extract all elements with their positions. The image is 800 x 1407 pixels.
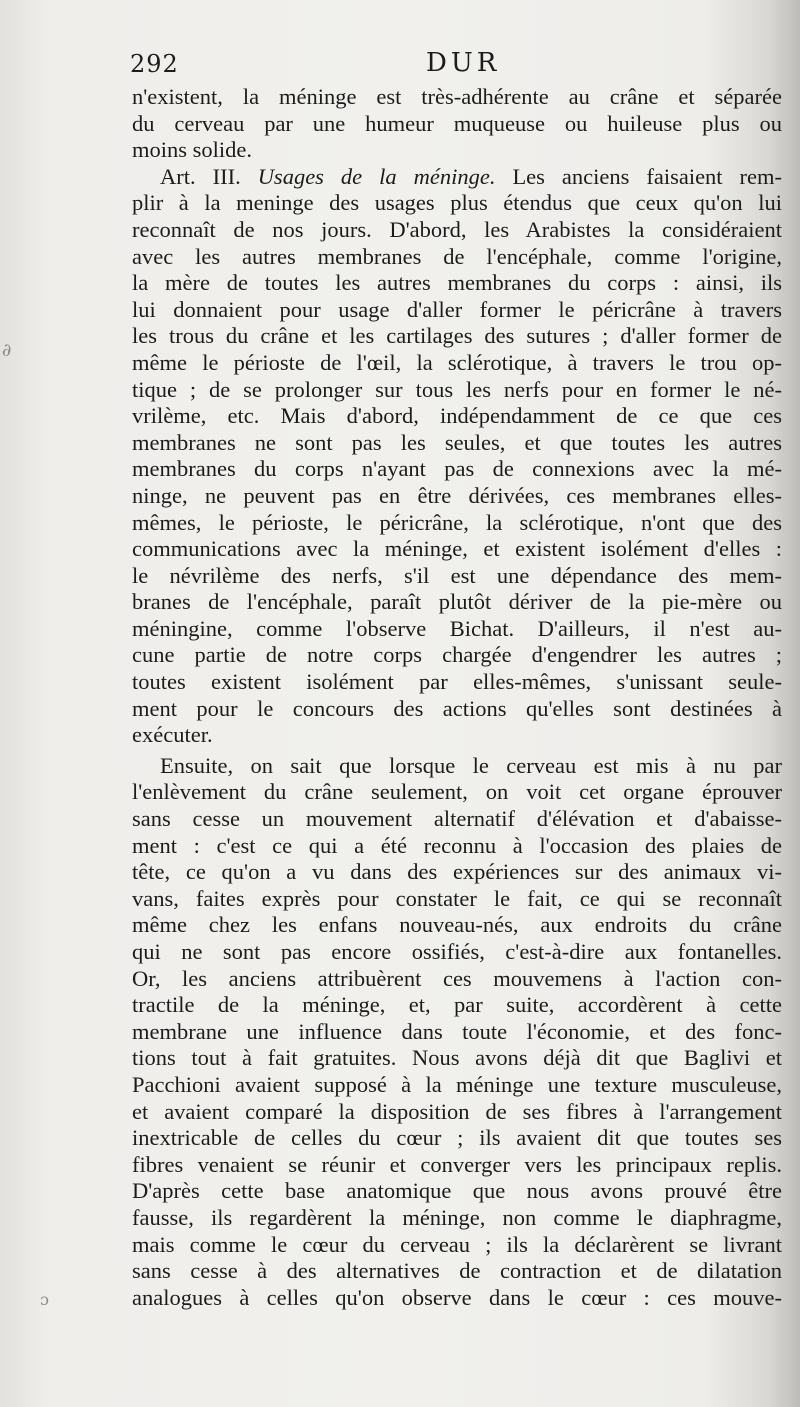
text-line: le névrilème des nerfs, s'il est une dépendance des mem-: [132, 562, 782, 588]
text-line: branes de l'encéphale, paraît plutôt dériver de la pie-mère ou: [132, 589, 782, 615]
body-text: [132, 84, 782, 1311]
text-line: exécuter.: [132, 722, 213, 748]
text-line: n'existent, la méninge est très-adhérente au crâne et séparée: [132, 84, 782, 109]
text-line: membranes du corps n'ayant pas de connexions avec la mé-: [132, 456, 782, 482]
text-line: tractile de la méninge, et, par suite, accordèrent à cette: [132, 992, 782, 1018]
text-line: ment pour le concours des actions qu'elles sont destinées à: [132, 695, 782, 721]
text-line: la mère de toutes les autres membranes du corps : ainsi, ils: [132, 270, 782, 296]
text-fragment: Les anciens faisaient rem-: [512, 163, 782, 189]
text-line: tête, ce qu'on a vu dans des expériences sur des animaux vi-: [132, 859, 782, 885]
text-line: fibres venaient se réunir et converger vers les principaux replis.: [132, 1151, 782, 1177]
text-line: ment : c'est ce qui a été reconnu à l'occasion des plaies de: [132, 832, 782, 858]
text-line: sans cesse un mouvement alternatif d'élévation et d'abaisse-: [132, 806, 782, 832]
text-line: méningine, comme l'observe Bichat. D'ailleurs, il n'est au-: [132, 615, 782, 641]
text-line: et avaient comparé la disposition de ses fibres à l'arrangement: [132, 1098, 782, 1124]
text-line: mais comme le cœur du cerveau ; ils la déclarèrent se livrant: [132, 1231, 782, 1257]
text-line: toutes existent isolément par elles-mêmes, s'unissant seule-: [132, 669, 782, 695]
running-head: DUR: [426, 48, 501, 78]
text-line: analogues à celles qu'on observe dans le cœur : ces mouve-: [132, 1284, 782, 1310]
text-line: du cerveau par une humeur muqueuse ou huileuse plus ou: [132, 110, 782, 136]
text-line: même chez les enfans nouveau-nés, aux endroits du crâne: [132, 912, 782, 938]
margin-mark: ∂: [2, 340, 12, 361]
text-line: Pacchioni avaient supposé à la méninge une texture musculeuse,: [132, 1071, 782, 1097]
page-header: [130, 48, 780, 82]
text-line: qui ne sont pas encore ossifiés, c'est-à-dire aux fontanelles.: [132, 939, 782, 964]
text-line: les trous du crâne et les cartilages des sutures ; d'aller former de: [132, 323, 782, 349]
text-line: lui donnaient pour usage d'aller former le péricrâne à travers: [132, 296, 782, 322]
text-line: Ensuite, on sait que lorsque le cerveau est mis à nu par: [160, 752, 782, 778]
text-line: inextricable de celles du cœur ; ils avaient dit que toutes ses: [132, 1125, 782, 1151]
text-line: cune partie de notre corps chargée d'engendrer les autres ;: [132, 642, 782, 668]
text-line: tique ; de se prolonger sur tous les nerfs pour en former le né-: [132, 376, 782, 402]
section-heading-line: [132, 164, 782, 191]
text-line: tions tout à fait gratuites. Nous avons déjà dit que Baglivi et: [132, 1045, 782, 1071]
article-number: Art. III.: [160, 163, 241, 189]
margin-mark: ɔ: [40, 1290, 49, 1309]
text-line: fausse, ils regardèrent la méninge, non comme le diaphragme,: [132, 1204, 782, 1230]
text-line: membrane une influence dans toute l'économie, et des fonc-: [132, 1018, 782, 1044]
text-line: plir à la meninge des usages plus étendus que ceux qu'on lui: [132, 190, 782, 216]
text-line: mêmes, le périoste, le péricrâne, la sclérotique, n'ont que des: [132, 509, 782, 535]
text-line: vrilème, etc. Mais d'abord, indépendamment de ce que ces: [132, 403, 782, 429]
text-line: reconnaît de nos jours. D'abord, les Arabistes la considéraient: [132, 216, 782, 242]
text-line: l'enlèvement du crâne seulement, on voit cet organe éprouver: [132, 779, 782, 805]
text-line: Or, les anciens attribuèrent ces mouvemens à l'action con-: [132, 965, 782, 991]
text-line: ninge, ne peuvent pas en être dérivées, ces membranes elles-: [132, 482, 782, 508]
text-line: même le périoste de l'œil, la sclérotique, à travers le trou op-: [132, 349, 782, 375]
text-line: vans, faites exprès pour constater le fait, ce qui se reconnaît: [132, 885, 782, 911]
text-line: avec les autres membranes de l'encéphale, comme l'origine,: [132, 243, 782, 269]
text-line: communications avec la méninge, et existent isolément d'elles :: [132, 536, 782, 562]
text-line: moins solide.: [132, 137, 253, 163]
text-line: D'après cette base anatomique que nous avons prouvé être: [132, 1178, 782, 1204]
section-title: Usages de la méninge.: [257, 163, 496, 189]
text-line: membranes ne sont pas les seules, et que toutes les autres: [132, 429, 782, 455]
text-line: sans cesse à des alternatives de contraction et de dilatation: [132, 1258, 782, 1284]
page-number: 292: [130, 50, 179, 78]
